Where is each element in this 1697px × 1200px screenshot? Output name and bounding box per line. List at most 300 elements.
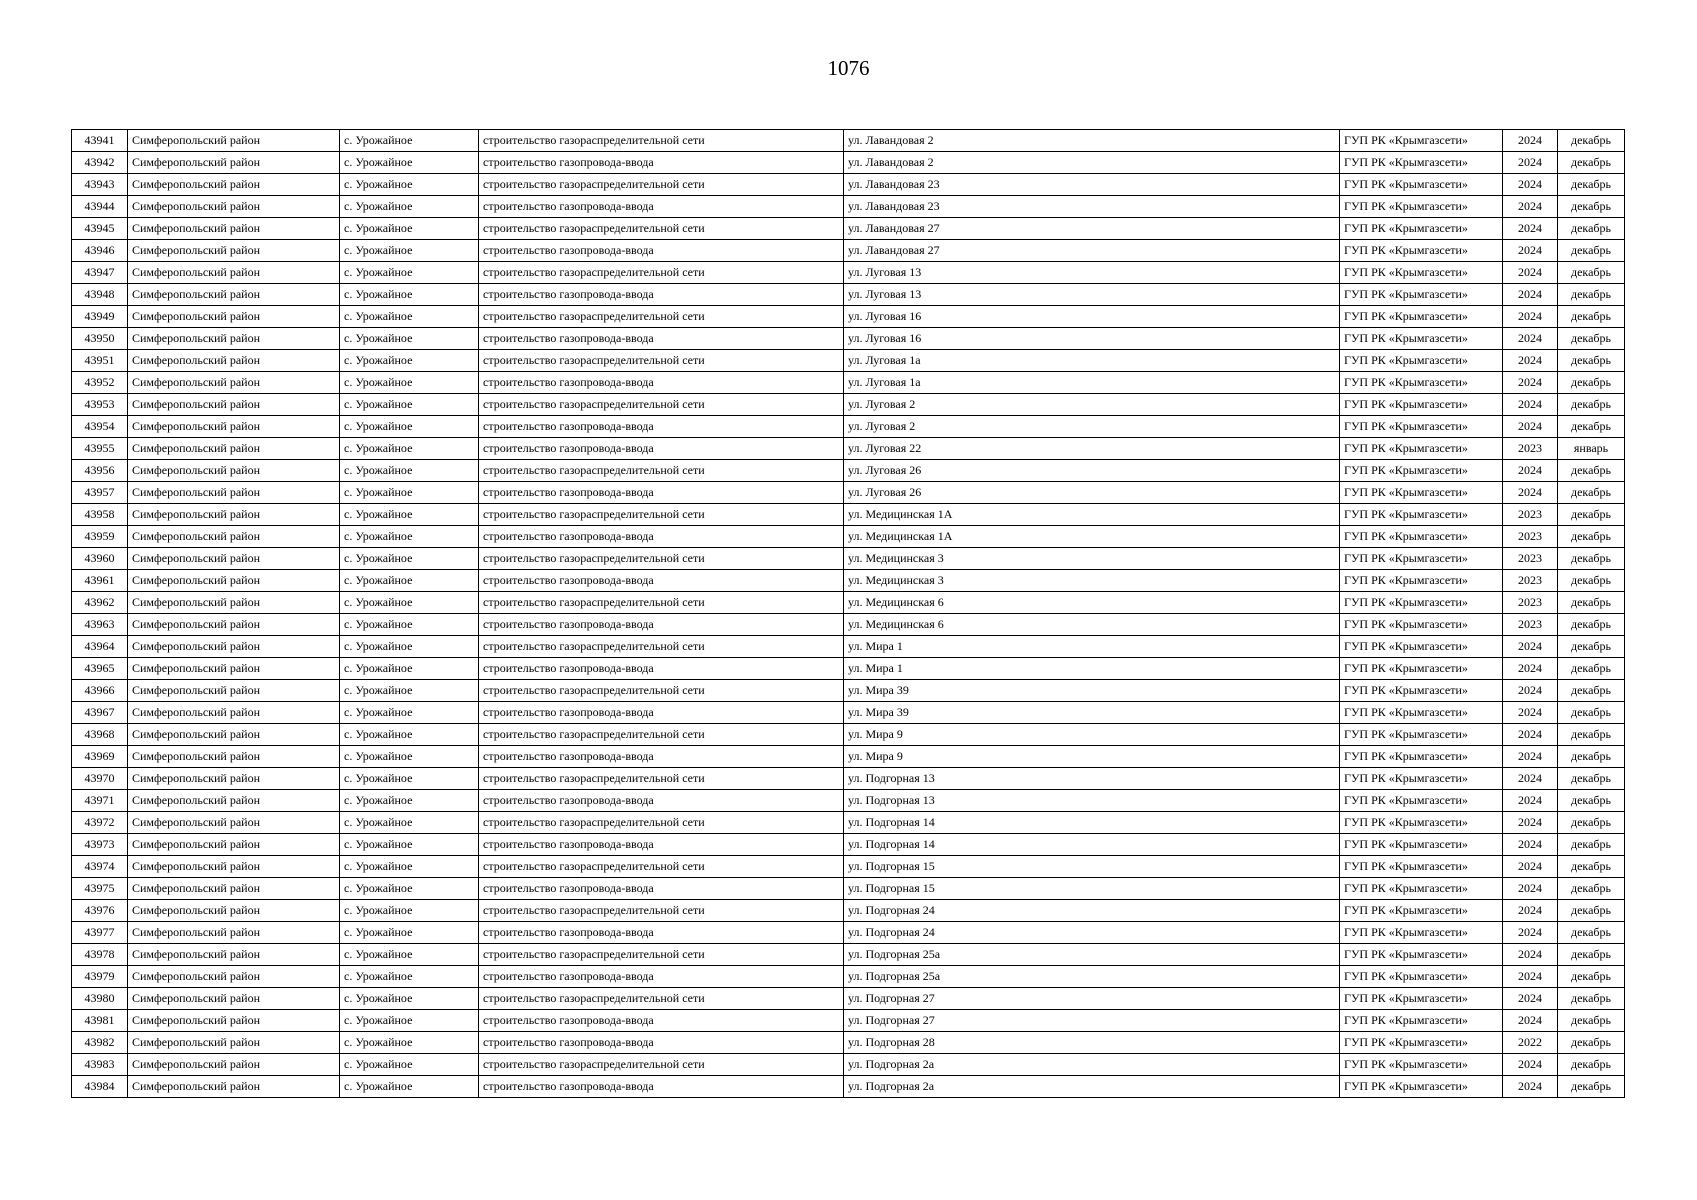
village-cell: с. Урожайное bbox=[340, 174, 479, 196]
year-cell: 2024 bbox=[1503, 1054, 1558, 1076]
village-cell: с. Урожайное bbox=[340, 702, 479, 724]
village-cell: с. Урожайное bbox=[340, 966, 479, 988]
month-cell: декабрь bbox=[1558, 944, 1625, 966]
work-type-cell: строительство газораспределительной сети bbox=[479, 350, 844, 372]
village-cell: с. Урожайное bbox=[340, 1010, 479, 1032]
row-number-cell: 43977 bbox=[72, 922, 128, 944]
year-cell: 2024 bbox=[1503, 988, 1558, 1010]
address-cell: ул. Лавандовая 23 bbox=[844, 174, 1340, 196]
village-cell: с. Урожайное bbox=[340, 284, 479, 306]
work-type-cell: строительство газораспределительной сети bbox=[479, 856, 844, 878]
month-cell: декабрь bbox=[1558, 504, 1625, 526]
village-cell: с. Урожайное bbox=[340, 438, 479, 460]
organization-cell: ГУП РК «Крымгазсети» bbox=[1340, 196, 1503, 218]
organization-cell: ГУП РК «Крымгазсети» bbox=[1340, 174, 1503, 196]
address-cell: ул. Подгорная 14 bbox=[844, 812, 1340, 834]
table-row bbox=[72, 988, 1625, 1010]
organization-cell: ГУП РК «Крымгазсети» bbox=[1340, 1054, 1503, 1076]
table-row bbox=[72, 262, 1625, 284]
address-cell: ул. Луговая 13 bbox=[844, 284, 1340, 306]
district-cell: Симферопольский район bbox=[128, 658, 340, 680]
address-cell: ул. Мира 9 bbox=[844, 724, 1340, 746]
district-cell: Симферопольский район bbox=[128, 438, 340, 460]
month-cell: декабрь bbox=[1558, 614, 1625, 636]
organization-cell: ГУП РК «Крымгазсети» bbox=[1340, 152, 1503, 174]
table-row bbox=[72, 174, 1625, 196]
row-number-cell: 43983 bbox=[72, 1054, 128, 1076]
table-row bbox=[72, 570, 1625, 592]
village-cell: с. Урожайное bbox=[340, 130, 479, 152]
work-type-cell: строительство газопровода-ввода bbox=[479, 966, 844, 988]
village-cell: с. Урожайное bbox=[340, 658, 479, 680]
organization-cell: ГУП РК «Крымгазсети» bbox=[1340, 284, 1503, 306]
year-cell: 2024 bbox=[1503, 328, 1558, 350]
organization-cell: ГУП РК «Крымгазсети» bbox=[1340, 878, 1503, 900]
village-cell: с. Урожайное bbox=[340, 1054, 479, 1076]
row-number-cell: 43981 bbox=[72, 1010, 128, 1032]
district-cell: Симферопольский район bbox=[128, 856, 340, 878]
organization-cell: ГУП РК «Крымгазсети» bbox=[1340, 834, 1503, 856]
row-number-cell: 43951 bbox=[72, 350, 128, 372]
year-cell: 2022 bbox=[1503, 1032, 1558, 1054]
row-number-cell: 43957 bbox=[72, 482, 128, 504]
organization-cell: ГУП РК «Крымгазсети» bbox=[1340, 900, 1503, 922]
month-cell: декабрь bbox=[1558, 900, 1625, 922]
month-cell: декабрь bbox=[1558, 1032, 1625, 1054]
table-row bbox=[72, 130, 1625, 152]
organization-cell: ГУП РК «Крымгазсети» bbox=[1340, 504, 1503, 526]
village-cell: с. Урожайное bbox=[340, 636, 479, 658]
address-cell: ул. Подгорная 14 bbox=[844, 834, 1340, 856]
row-number-cell: 43964 bbox=[72, 636, 128, 658]
table-row bbox=[72, 482, 1625, 504]
address-cell: ул. Медицинская 6 bbox=[844, 614, 1340, 636]
month-cell: декабрь bbox=[1558, 636, 1625, 658]
month-cell: декабрь bbox=[1558, 416, 1625, 438]
village-cell: с. Урожайное bbox=[340, 548, 479, 570]
district-cell: Симферопольский район bbox=[128, 900, 340, 922]
work-type-cell: строительство газораспределительной сети bbox=[479, 262, 844, 284]
year-cell: 2024 bbox=[1503, 262, 1558, 284]
organization-cell: ГУП РК «Крымгазсети» bbox=[1340, 328, 1503, 350]
district-cell: Симферопольский район bbox=[128, 592, 340, 614]
work-type-cell: строительство газораспределительной сети bbox=[479, 988, 844, 1010]
work-type-cell: строительство газораспределительной сети bbox=[479, 680, 844, 702]
district-cell: Симферопольский район bbox=[128, 548, 340, 570]
row-number-cell: 43959 bbox=[72, 526, 128, 548]
year-cell: 2024 bbox=[1503, 878, 1558, 900]
village-cell: с. Урожайное bbox=[340, 152, 479, 174]
work-type-cell: строительство газопровода-ввода bbox=[479, 834, 844, 856]
address-cell: ул. Медицинская 3 bbox=[844, 548, 1340, 570]
district-cell: Симферопольский район bbox=[128, 878, 340, 900]
year-cell: 2023 bbox=[1503, 548, 1558, 570]
address-cell: ул. Мира 1 bbox=[844, 636, 1340, 658]
row-number-cell: 43975 bbox=[72, 878, 128, 900]
district-cell: Симферопольский район bbox=[128, 526, 340, 548]
work-type-cell: строительство газопровода-ввода bbox=[479, 284, 844, 306]
work-type-cell: строительство газораспределительной сети bbox=[479, 592, 844, 614]
district-cell: Симферопольский район bbox=[128, 1032, 340, 1054]
address-cell: ул. Луговая 2 bbox=[844, 416, 1340, 438]
work-type-cell: строительство газораспределительной сети bbox=[479, 306, 844, 328]
year-cell: 2024 bbox=[1503, 174, 1558, 196]
row-number-cell: 43954 bbox=[72, 416, 128, 438]
month-cell: декабрь bbox=[1558, 746, 1625, 768]
organization-cell: ГУП РК «Крымгазсети» bbox=[1340, 592, 1503, 614]
row-number-cell: 43950 bbox=[72, 328, 128, 350]
work-type-cell: строительство газопровода-ввода bbox=[479, 702, 844, 724]
table-row bbox=[72, 394, 1625, 416]
address-cell: ул. Луговая 1а bbox=[844, 372, 1340, 394]
organization-cell: ГУП РК «Крымгазсети» bbox=[1340, 856, 1503, 878]
address-cell: ул. Луговая 2 bbox=[844, 394, 1340, 416]
organization-cell: ГУП РК «Крымгазсети» bbox=[1340, 702, 1503, 724]
village-cell: с. Урожайное bbox=[340, 790, 479, 812]
year-cell: 2024 bbox=[1503, 812, 1558, 834]
organization-cell: ГУП РК «Крымгазсети» bbox=[1340, 1032, 1503, 1054]
table-row bbox=[72, 944, 1625, 966]
address-cell: ул. Медицинская 1А bbox=[844, 526, 1340, 548]
address-cell: ул. Подгорная 27 bbox=[844, 988, 1340, 1010]
table-row bbox=[72, 922, 1625, 944]
work-type-cell: строительство газопровода-ввода bbox=[479, 1076, 844, 1098]
work-type-cell: строительство газораспределительной сети bbox=[479, 768, 844, 790]
work-type-cell: строительство газораспределительной сети bbox=[479, 636, 844, 658]
address-cell: ул. Лавандовая 23 bbox=[844, 196, 1340, 218]
month-cell: декабрь bbox=[1558, 218, 1625, 240]
month-cell: декабрь bbox=[1558, 878, 1625, 900]
row-number-cell: 43971 bbox=[72, 790, 128, 812]
table-row bbox=[72, 614, 1625, 636]
table-row bbox=[72, 1076, 1625, 1098]
table-row bbox=[72, 1010, 1625, 1032]
work-type-cell: строительство газопровода-ввода bbox=[479, 482, 844, 504]
district-cell: Симферопольский район bbox=[128, 482, 340, 504]
year-cell: 2024 bbox=[1503, 658, 1558, 680]
organization-cell: ГУП РК «Крымгазсети» bbox=[1340, 746, 1503, 768]
month-cell: декабрь bbox=[1558, 240, 1625, 262]
month-cell: декабрь bbox=[1558, 152, 1625, 174]
table-row bbox=[72, 746, 1625, 768]
year-cell: 2024 bbox=[1503, 768, 1558, 790]
table-row bbox=[72, 834, 1625, 856]
village-cell: с. Урожайное bbox=[340, 262, 479, 284]
year-cell: 2023 bbox=[1503, 592, 1558, 614]
year-cell: 2024 bbox=[1503, 460, 1558, 482]
year-cell: 2024 bbox=[1503, 196, 1558, 218]
district-cell: Симферопольский район bbox=[128, 328, 340, 350]
district-cell: Симферопольский район bbox=[128, 768, 340, 790]
table-row bbox=[72, 196, 1625, 218]
row-number-cell: 43948 bbox=[72, 284, 128, 306]
row-number-cell: 43961 bbox=[72, 570, 128, 592]
year-cell: 2024 bbox=[1503, 702, 1558, 724]
month-cell: декабрь bbox=[1558, 680, 1625, 702]
row-number-cell: 43945 bbox=[72, 218, 128, 240]
address-cell: ул. Луговая 22 bbox=[844, 438, 1340, 460]
row-number-cell: 43943 bbox=[72, 174, 128, 196]
work-type-cell: строительство газопровода-ввода bbox=[479, 1010, 844, 1032]
organization-cell: ГУП РК «Крымгазсети» bbox=[1340, 988, 1503, 1010]
village-cell: с. Урожайное bbox=[340, 592, 479, 614]
month-cell: декабрь bbox=[1558, 812, 1625, 834]
work-type-cell: строительство газопровода-ввода bbox=[479, 438, 844, 460]
year-cell: 2023 bbox=[1503, 438, 1558, 460]
district-cell: Симферопольский район bbox=[128, 680, 340, 702]
district-cell: Симферопольский район bbox=[128, 966, 340, 988]
year-cell: 2024 bbox=[1503, 306, 1558, 328]
page-number: 1076 bbox=[827, 56, 870, 80]
table-row bbox=[72, 416, 1625, 438]
table-row bbox=[72, 306, 1625, 328]
year-cell: 2024 bbox=[1503, 834, 1558, 856]
organization-cell: ГУП РК «Крымгазсети» bbox=[1340, 922, 1503, 944]
organization-cell: ГУП РК «Крымгазсети» bbox=[1340, 548, 1503, 570]
organization-cell: ГУП РК «Крымгазсети» bbox=[1340, 944, 1503, 966]
district-cell: Симферопольский район bbox=[128, 922, 340, 944]
table-row bbox=[72, 460, 1625, 482]
village-cell: с. Урожайное bbox=[340, 746, 479, 768]
address-cell: ул. Подгорная 15 bbox=[844, 856, 1340, 878]
table-row bbox=[72, 152, 1625, 174]
row-number-cell: 43980 bbox=[72, 988, 128, 1010]
table-row bbox=[72, 328, 1625, 350]
year-cell: 2024 bbox=[1503, 922, 1558, 944]
year-cell: 2024 bbox=[1503, 856, 1558, 878]
year-cell: 2023 bbox=[1503, 504, 1558, 526]
row-number-cell: 43963 bbox=[72, 614, 128, 636]
work-type-cell: строительство газопровода-ввода bbox=[479, 240, 844, 262]
table-row bbox=[72, 658, 1625, 680]
district-cell: Симферопольский район bbox=[128, 460, 340, 482]
year-cell: 2023 bbox=[1503, 526, 1558, 548]
organization-cell: ГУП РК «Крымгазсети» bbox=[1340, 394, 1503, 416]
work-type-cell: строительство газопровода-ввода bbox=[479, 328, 844, 350]
district-cell: Симферопольский район bbox=[128, 218, 340, 240]
table-row bbox=[72, 350, 1625, 372]
month-cell: декабрь bbox=[1558, 702, 1625, 724]
village-cell: с. Урожайное bbox=[340, 614, 479, 636]
work-type-cell: строительство газопровода-ввода bbox=[479, 922, 844, 944]
address-cell: ул. Луговая 16 bbox=[844, 328, 1340, 350]
district-cell: Симферопольский район bbox=[128, 196, 340, 218]
work-type-cell: строительство газопровода-ввода bbox=[479, 658, 844, 680]
work-type-cell: строительство газораспределительной сети bbox=[479, 812, 844, 834]
organization-cell: ГУП РК «Крымгазсети» bbox=[1340, 570, 1503, 592]
work-type-cell: строительство газораспределительной сети bbox=[479, 504, 844, 526]
row-number-cell: 43967 bbox=[72, 702, 128, 724]
district-cell: Симферопольский район bbox=[128, 284, 340, 306]
organization-cell: ГУП РК «Крымгазсети» bbox=[1340, 658, 1503, 680]
address-cell: ул. Подгорная 2а bbox=[844, 1054, 1340, 1076]
village-cell: с. Урожайное bbox=[340, 724, 479, 746]
district-cell: Симферопольский район bbox=[128, 504, 340, 526]
district-cell: Симферопольский район bbox=[128, 702, 340, 724]
district-cell: Симферопольский район bbox=[128, 174, 340, 196]
row-number-cell: 43946 bbox=[72, 240, 128, 262]
district-cell: Симферопольский район bbox=[128, 724, 340, 746]
year-cell: 2024 bbox=[1503, 372, 1558, 394]
address-cell: ул. Лавандовая 2 bbox=[844, 130, 1340, 152]
month-cell: декабрь bbox=[1558, 482, 1625, 504]
month-cell: декабрь bbox=[1558, 174, 1625, 196]
month-cell: декабрь bbox=[1558, 372, 1625, 394]
work-type-cell: строительство газораспределительной сети bbox=[479, 548, 844, 570]
district-cell: Симферопольский район bbox=[128, 570, 340, 592]
organization-cell: ГУП РК «Крымгазсети» bbox=[1340, 1010, 1503, 1032]
address-cell: ул. Луговая 26 bbox=[844, 482, 1340, 504]
month-cell: декабрь bbox=[1558, 790, 1625, 812]
month-cell: декабрь bbox=[1558, 548, 1625, 570]
month-cell: январь bbox=[1558, 438, 1625, 460]
work-type-cell: строительство газораспределительной сети bbox=[479, 218, 844, 240]
year-cell: 2024 bbox=[1503, 1010, 1558, 1032]
village-cell: с. Урожайное bbox=[340, 768, 479, 790]
row-number-cell: 43949 bbox=[72, 306, 128, 328]
work-type-cell: строительство газопровода-ввода bbox=[479, 372, 844, 394]
table-row bbox=[72, 900, 1625, 922]
work-type-cell: строительство газопровода-ввода bbox=[479, 614, 844, 636]
village-cell: с. Урожайное bbox=[340, 394, 479, 416]
table-row bbox=[72, 812, 1625, 834]
address-cell: ул. Мира 39 bbox=[844, 680, 1340, 702]
row-number-cell: 43955 bbox=[72, 438, 128, 460]
row-number-cell: 43968 bbox=[72, 724, 128, 746]
month-cell: декабрь bbox=[1558, 966, 1625, 988]
district-cell: Симферопольский район bbox=[128, 636, 340, 658]
table-row bbox=[72, 636, 1625, 658]
organization-cell: ГУП РК «Крымгазсети» bbox=[1340, 130, 1503, 152]
year-cell: 2024 bbox=[1503, 790, 1558, 812]
organization-cell: ГУП РК «Крымгазсети» bbox=[1340, 614, 1503, 636]
village-cell: с. Урожайное bbox=[340, 328, 479, 350]
village-cell: с. Урожайное bbox=[340, 812, 479, 834]
row-number-cell: 43966 bbox=[72, 680, 128, 702]
organization-cell: ГУП РК «Крымгазсети» bbox=[1340, 240, 1503, 262]
row-number-cell: 43942 bbox=[72, 152, 128, 174]
organization-cell: ГУП РК «Крымгазсети» bbox=[1340, 812, 1503, 834]
district-cell: Симферопольский район bbox=[128, 988, 340, 1010]
year-cell: 2024 bbox=[1503, 944, 1558, 966]
year-cell: 2024 bbox=[1503, 966, 1558, 988]
work-type-cell: строительство газораспределительной сети bbox=[479, 460, 844, 482]
address-cell: ул. Подгорная 25а bbox=[844, 944, 1340, 966]
address-cell: ул. Мира 39 bbox=[844, 702, 1340, 724]
work-type-cell: строительство газораспределительной сети bbox=[479, 394, 844, 416]
district-cell: Симферопольский район bbox=[128, 130, 340, 152]
row-number-cell: 43979 bbox=[72, 966, 128, 988]
month-cell: декабрь bbox=[1558, 834, 1625, 856]
district-cell: Симферопольский район bbox=[128, 790, 340, 812]
address-cell: ул. Луговая 1а bbox=[844, 350, 1340, 372]
month-cell: декабрь bbox=[1558, 196, 1625, 218]
district-cell: Симферопольский район bbox=[128, 152, 340, 174]
organization-cell: ГУП РК «Крымгазсети» bbox=[1340, 218, 1503, 240]
table-row bbox=[72, 878, 1625, 900]
row-number-cell: 43941 bbox=[72, 130, 128, 152]
table-row bbox=[72, 548, 1625, 570]
row-number-cell: 43982 bbox=[72, 1032, 128, 1054]
table-row bbox=[72, 592, 1625, 614]
table-row bbox=[72, 768, 1625, 790]
year-cell: 2024 bbox=[1503, 284, 1558, 306]
month-cell: декабрь bbox=[1558, 262, 1625, 284]
village-cell: с. Урожайное bbox=[340, 900, 479, 922]
work-type-cell: строительство газопровода-ввода bbox=[479, 526, 844, 548]
row-number-cell: 43952 bbox=[72, 372, 128, 394]
work-type-cell: строительство газопровода-ввода bbox=[479, 1032, 844, 1054]
month-cell: декабрь bbox=[1558, 856, 1625, 878]
row-number-cell: 43960 bbox=[72, 548, 128, 570]
address-cell: ул. Подгорная 25а bbox=[844, 966, 1340, 988]
table-row bbox=[72, 724, 1625, 746]
work-type-cell: строительство газораспределительной сети bbox=[479, 174, 844, 196]
village-cell: с. Урожайное bbox=[340, 570, 479, 592]
village-cell: с. Урожайное bbox=[340, 504, 479, 526]
row-number-cell: 43947 bbox=[72, 262, 128, 284]
row-number-cell: 43972 bbox=[72, 812, 128, 834]
village-cell: с. Урожайное bbox=[340, 526, 479, 548]
district-cell: Симферопольский район bbox=[128, 1054, 340, 1076]
village-cell: с. Урожайное bbox=[340, 988, 479, 1010]
month-cell: декабрь bbox=[1558, 526, 1625, 548]
year-cell: 2024 bbox=[1503, 482, 1558, 504]
year-cell: 2024 bbox=[1503, 680, 1558, 702]
row-number-cell: 43976 bbox=[72, 900, 128, 922]
month-cell: декабрь bbox=[1558, 1076, 1625, 1098]
table-row bbox=[72, 526, 1625, 548]
table-body bbox=[72, 130, 1625, 1098]
village-cell: с. Урожайное bbox=[340, 834, 479, 856]
address-cell: ул. Луговая 26 bbox=[844, 460, 1340, 482]
row-number-cell: 43974 bbox=[72, 856, 128, 878]
district-cell: Симферопольский район bbox=[128, 350, 340, 372]
row-number-cell: 43973 bbox=[72, 834, 128, 856]
address-cell: ул. Медицинская 6 bbox=[844, 592, 1340, 614]
organization-cell: ГУП РК «Крымгазсети» bbox=[1340, 350, 1503, 372]
address-cell: ул. Подгорная 13 bbox=[844, 790, 1340, 812]
row-number-cell: 43944 bbox=[72, 196, 128, 218]
organization-cell: ГУП РК «Крымгазсети» bbox=[1340, 1076, 1503, 1098]
organization-cell: ГУП РК «Крымгазсети» bbox=[1340, 306, 1503, 328]
work-type-cell: строительство газораспределительной сети bbox=[479, 944, 844, 966]
year-cell: 2023 bbox=[1503, 614, 1558, 636]
address-cell: ул. Лавандовая 2 bbox=[844, 152, 1340, 174]
work-type-cell: строительство газопровода-ввода bbox=[479, 416, 844, 438]
address-cell: ул. Лавандовая 27 bbox=[844, 218, 1340, 240]
village-cell: с. Урожайное bbox=[340, 240, 479, 262]
work-type-cell: строительство газораспределительной сети bbox=[479, 724, 844, 746]
village-cell: с. Урожайное bbox=[340, 196, 479, 218]
village-cell: с. Урожайное bbox=[340, 460, 479, 482]
month-cell: декабрь bbox=[1558, 592, 1625, 614]
organization-cell: ГУП РК «Крымгазсети» bbox=[1340, 636, 1503, 658]
address-cell: ул. Подгорная 24 bbox=[844, 900, 1340, 922]
row-number-cell: 43978 bbox=[72, 944, 128, 966]
village-cell: с. Урожайное bbox=[340, 306, 479, 328]
year-cell: 2024 bbox=[1503, 636, 1558, 658]
month-cell: декабрь bbox=[1558, 1010, 1625, 1032]
table-row bbox=[72, 856, 1625, 878]
work-type-cell: строительство газопровода-ввода bbox=[479, 746, 844, 768]
district-cell: Симферопольский район bbox=[128, 262, 340, 284]
organization-cell: ГУП РК «Крымгазсети» bbox=[1340, 262, 1503, 284]
organization-cell: ГУП РК «Крымгазсети» bbox=[1340, 372, 1503, 394]
year-cell: 2023 bbox=[1503, 570, 1558, 592]
work-type-cell: строительство газопровода-ввода bbox=[479, 152, 844, 174]
address-cell: ул. Луговая 13 bbox=[844, 262, 1340, 284]
